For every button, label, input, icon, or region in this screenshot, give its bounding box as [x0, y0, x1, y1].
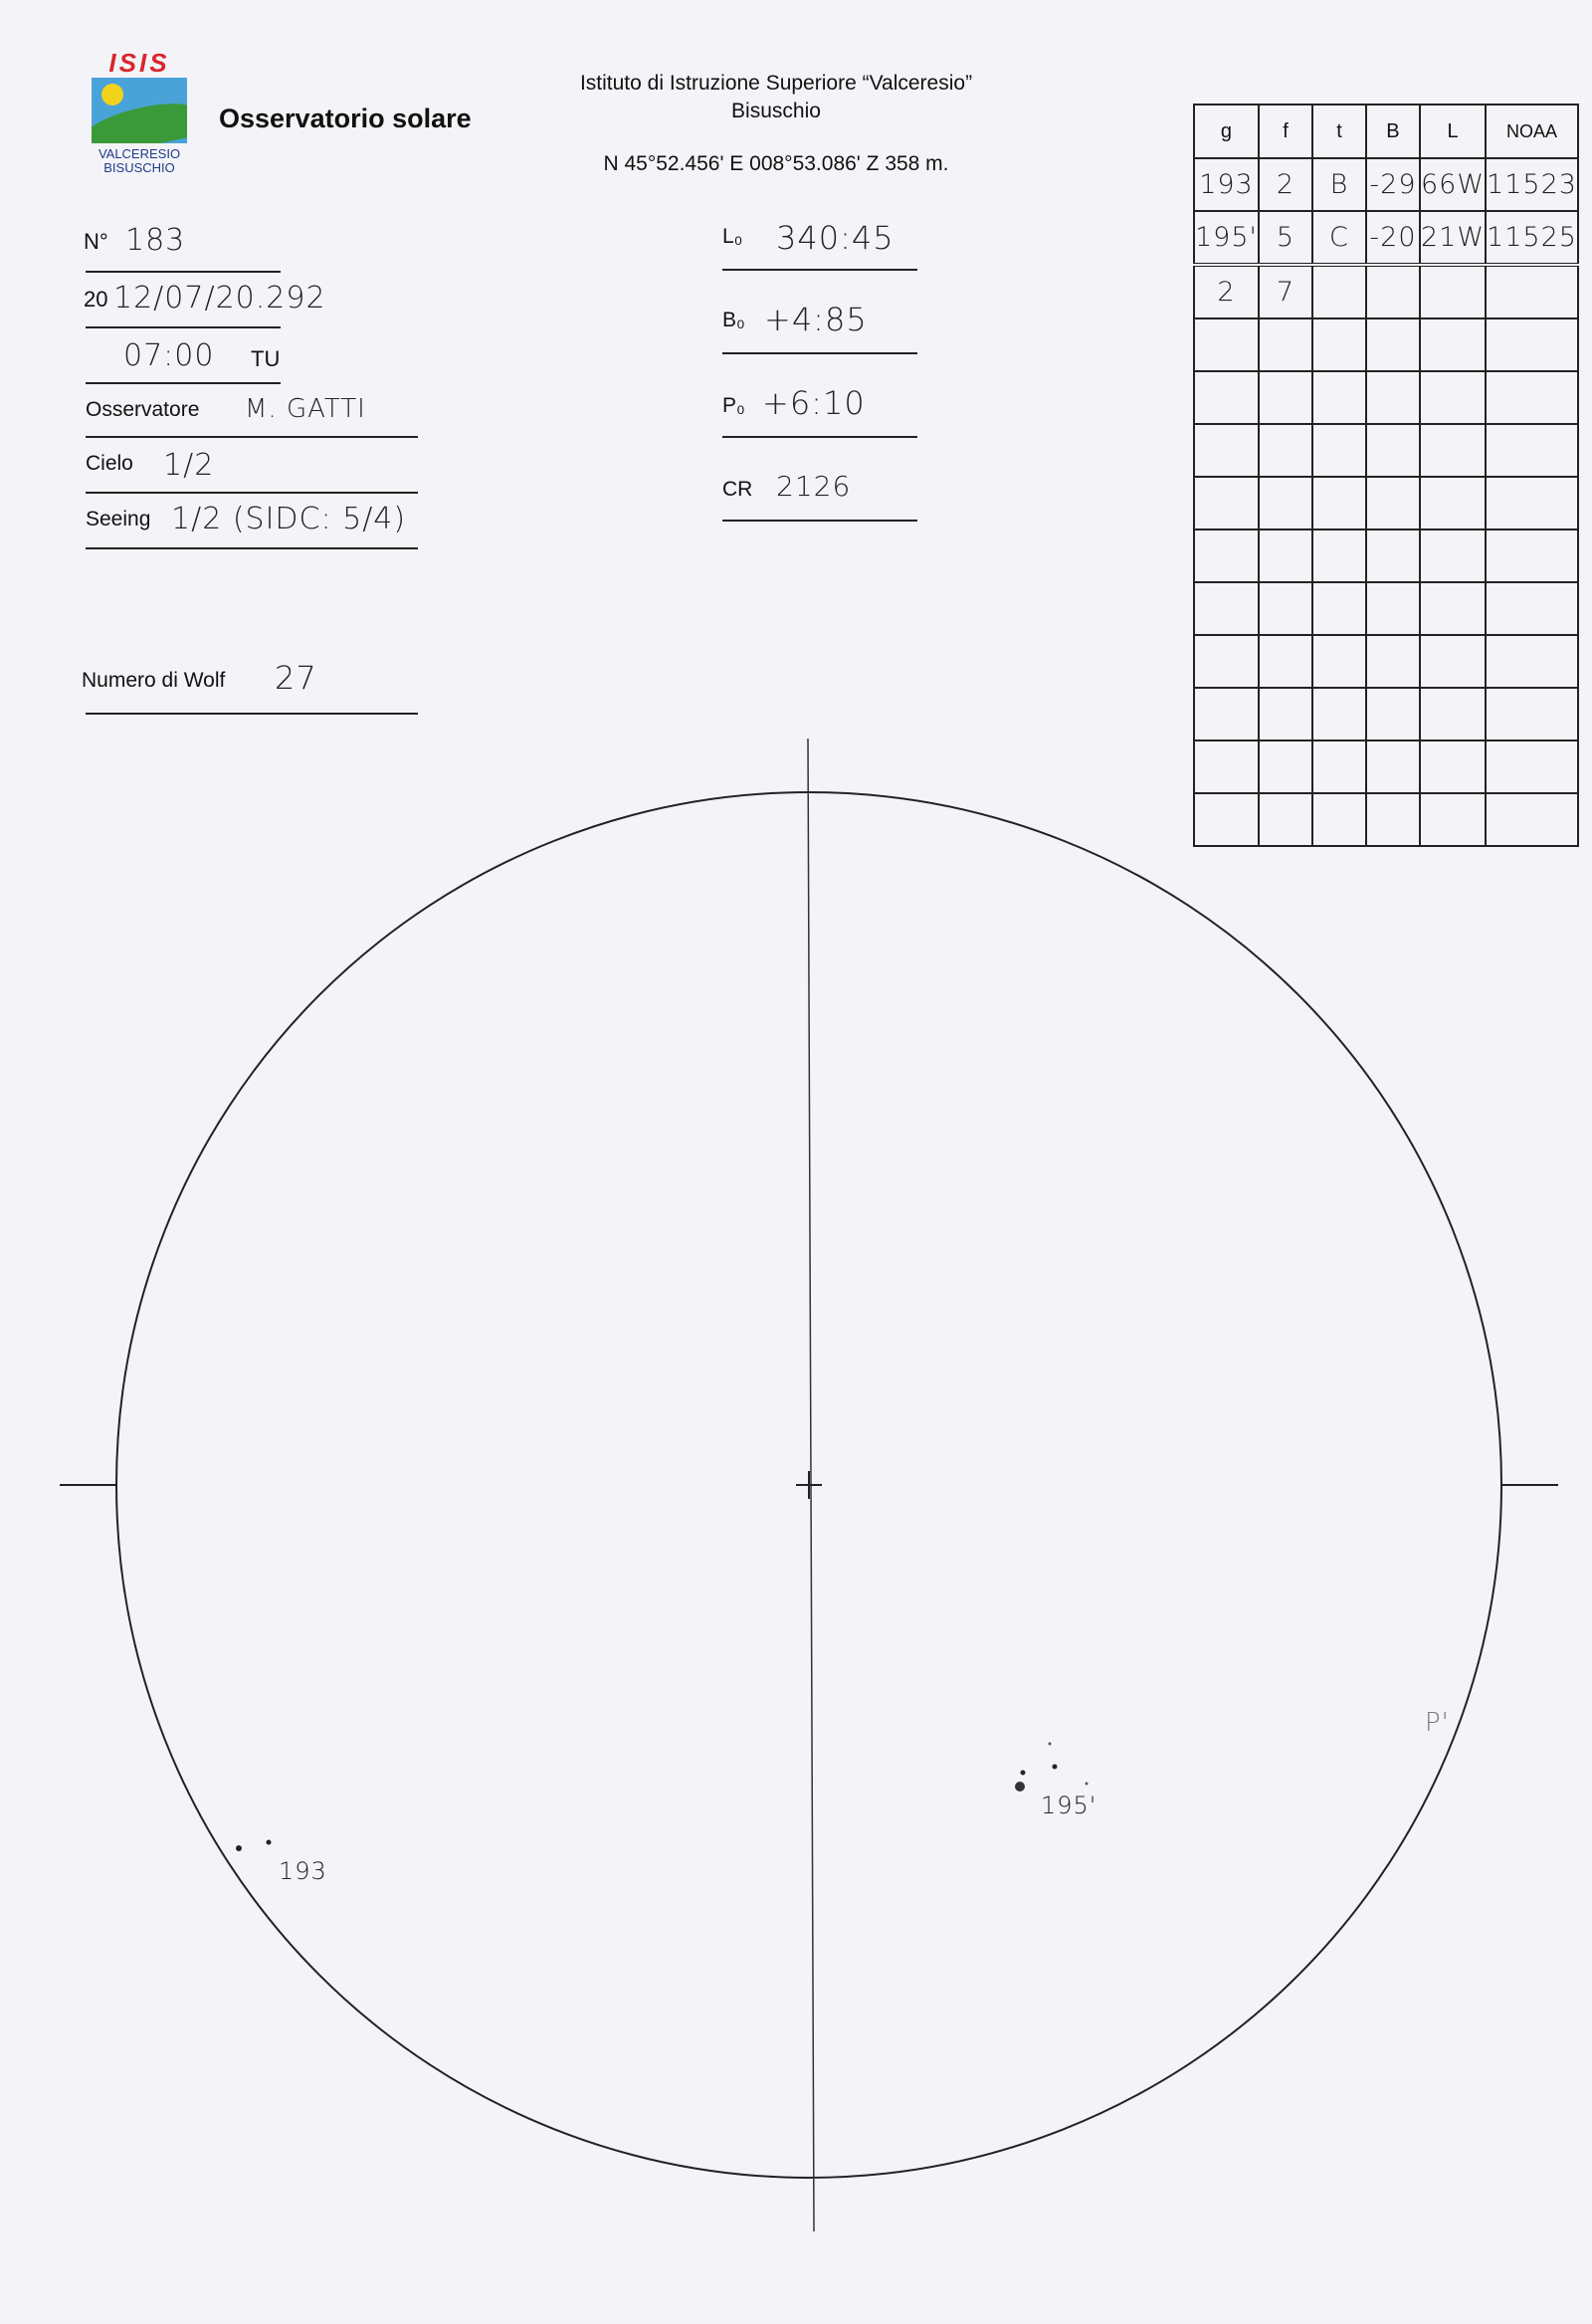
time-unit: TU [251, 346, 281, 371]
sunspot [1086, 1783, 1089, 1786]
p0-value: +6:10 [762, 384, 866, 422]
sky-value: 1/2 [163, 448, 215, 483]
table-cell: 11523 [1486, 158, 1578, 211]
seeing-label: Seeing [86, 508, 151, 530]
date-prefix: 20 [84, 287, 108, 312]
pole-label: P' [1425, 1708, 1450, 1738]
column-header-l: L [1420, 105, 1486, 158]
wolf-value: 27 [275, 659, 317, 697]
table-cell: -29 [1366, 158, 1420, 211]
sunspot [267, 1840, 272, 1845]
table-cell: 5 [1259, 211, 1312, 265]
sky-label: Cielo [86, 452, 133, 475]
sunspot [1015, 1782, 1025, 1792]
column-header-b: B [1366, 105, 1420, 158]
institute-town: Bisuschio [731, 100, 821, 122]
observer-label: Osservatore [86, 398, 200, 421]
table-cell: 2 [1194, 265, 1259, 318]
table-cell: 193 [1194, 158, 1259, 211]
table-cell: 11525 [1486, 211, 1578, 265]
logo-brand: ISIS [108, 48, 170, 78]
logo-caption-line1: VALCERESIO [98, 146, 181, 161]
sunspot [1049, 1743, 1052, 1746]
logo-caption-line2: BISUSCHIO [103, 160, 175, 175]
sunspot [1053, 1765, 1058, 1770]
number-value: 183 [125, 223, 186, 258]
table-cell: 7 [1259, 265, 1312, 318]
table-cell: 21W [1420, 211, 1486, 265]
observer-value: M. GATTI [245, 394, 366, 424]
date-value: 12/07/20.292 [113, 281, 326, 316]
table-cell: 195' [1194, 211, 1259, 265]
column-header-g: g [1194, 105, 1259, 158]
sunspot [236, 1845, 242, 1851]
number-label: N° [84, 229, 108, 254]
b0-value: +4:85 [764, 301, 868, 338]
group-label-195: 195' [1041, 1792, 1097, 1819]
cr-value: 2126 [776, 470, 852, 503]
table-cell: 2 [1259, 158, 1312, 211]
seeing-value: 1/2 (SIDC: 5/4) [171, 502, 407, 536]
column-header-t: t [1312, 105, 1366, 158]
table-cell: -20 [1366, 211, 1420, 265]
sunspot [1021, 1771, 1026, 1776]
institute-line: Istituto di Istruzione Superiore “Valceresio” [579, 72, 973, 95]
observatory-coordinates: N 45°52.456' E 008°53.086' Z 358 m. [603, 152, 949, 175]
table-cell: B [1312, 158, 1366, 211]
l0-value: 340:45 [776, 219, 895, 257]
table-cell: C [1312, 211, 1366, 265]
b0-label: B₀ [722, 309, 745, 331]
wolf-label: Numero di Wolf [82, 669, 226, 692]
group-label-193: 193 [279, 1857, 327, 1885]
time-value: 07:00 [123, 338, 215, 373]
page-title: Osservatorio solare [219, 104, 472, 133]
table-cell: 66W [1420, 158, 1486, 211]
p0-label: P₀ [722, 394, 745, 417]
column-header-noaa: NOAA [1486, 105, 1578, 158]
l0-label: L₀ [722, 225, 743, 248]
column-header-f: f [1259, 105, 1312, 158]
cr-label: CR [722, 478, 753, 501]
